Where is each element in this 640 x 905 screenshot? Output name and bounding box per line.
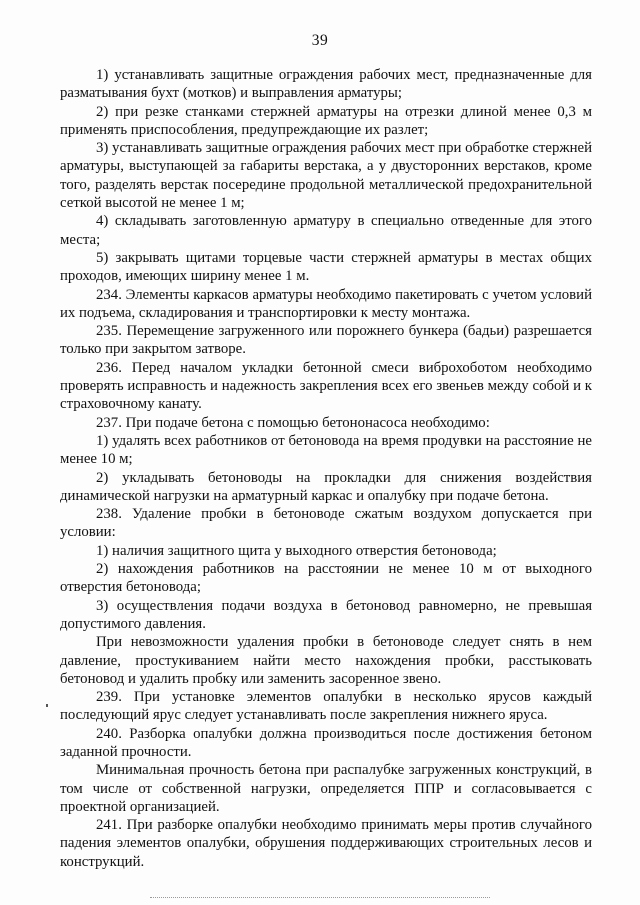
paragraph-item-3: 3) устанавливать защитные ограждения рабочих мест при обработке стержней арматуры, выступающей за габариты верстака, а у двусторонних верстаков, кроме того, разделять верстак посередине продольной металлической предохранительной сеткой высотой не менее 1 м; [60,140,592,212]
paragraph-241: 241. При разборке опалубки необходимо принимать меры против случайного падения элементов опалубки, обрушения поддерживающих строительных лесов и конструкций. [60,817,592,870]
paragraph-item-1: 1) устанавливать защитные ограждения рабочих мест, предназначенные для разматывания бухт (мотков) и выправления арматуры; [60,67,592,102]
paragraph-238-item-3: 3) осуществления подачи воздуха в бетоновод равномерно, не превышая допустимого давления. [60,597,592,632]
paragraph-236: 236. Перед началом укладки бетонной смеси виброхоботом необходимо проверять исправность и надежность закрепления всех его звеньев между собой и к страховочному канату. [60,359,592,413]
paragraph-239: 239. При установке элементов опалубки в несколько ярусов каждый последующий ярус следует устанавливать после закрепления нижнего яруса. [60,689,592,724]
paragraph-238-item-2: 2) нахождения работников на расстоянии не менее 10 м от выходного отверстия бетоновода; [60,561,592,596]
page-number: 39 [311,32,329,49]
paragraph-237: 237. При подаче бетона с помощью бетононасоса необходимо: [96,414,490,431]
scan-speck [46,704,48,707]
paragraph-240: 240. Разборка опалубки должна производиться после достижения бетоном заданной прочности. [60,725,592,760]
body-text [60,66,592,871]
paragraph-234: 234. Элементы каркасов арматуры необходимо пакетировать с учетом условий их подъема, складирования и транспортировки к месту монтажа. [60,286,592,321]
paragraph-238: 238. Удаление пробки в бетоноводе сжатым воздухом допускается при условии: [60,506,592,541]
scan-bottom-edge [150,897,490,899]
paragraph-240-note: Минимальная прочность бетона при распалубке загруженных конструкций, в том числе от собственной нагрузки, определяется ППР и согласовывается с проектной организацией. [60,762,592,815]
paragraph-235: 235. Перемещение загруженного или порожнего бункера (бадьи) разрешается только при закрытом затворе. [60,323,592,358]
paragraph-item-4: 4) складывать заготовленную арматуру в специально отведенные для этого места; [60,213,592,248]
paragraph-237-item-2: 2) укладывать бетоноводы на прокладки для снижения воздействия динамической нагрузки на арматурный каркас и опалубку при подаче бетона. [60,469,592,504]
paragraph-item-2: 2) при резке станками стержней арматуры на отрезки длиной менее 0,3 м применять приспособления, предупреждающие их разлет; [60,103,592,138]
paragraph-item-5: 5) закрывать щитами торцевые части стержней арматуры в местах общих проходов, имеющих ширину менее 1 м. [60,249,592,285]
paragraph-238-note: При невозможности удаления пробки в бетоноводе следует снять в нем давление, простукиванием найти место нахождения пробки, расстыковать бетоновод и удалить пробку или заменить засоренное звено. [60,634,592,687]
paragraph-238-item-1: 1) наличия защитного щита у выходного отверстия бетоновода; [96,542,497,559]
paragraph-237-item-1: 1) удалять всех работников от бетоновода на время продувки на расстояние не менее 10 м; [60,432,592,468]
